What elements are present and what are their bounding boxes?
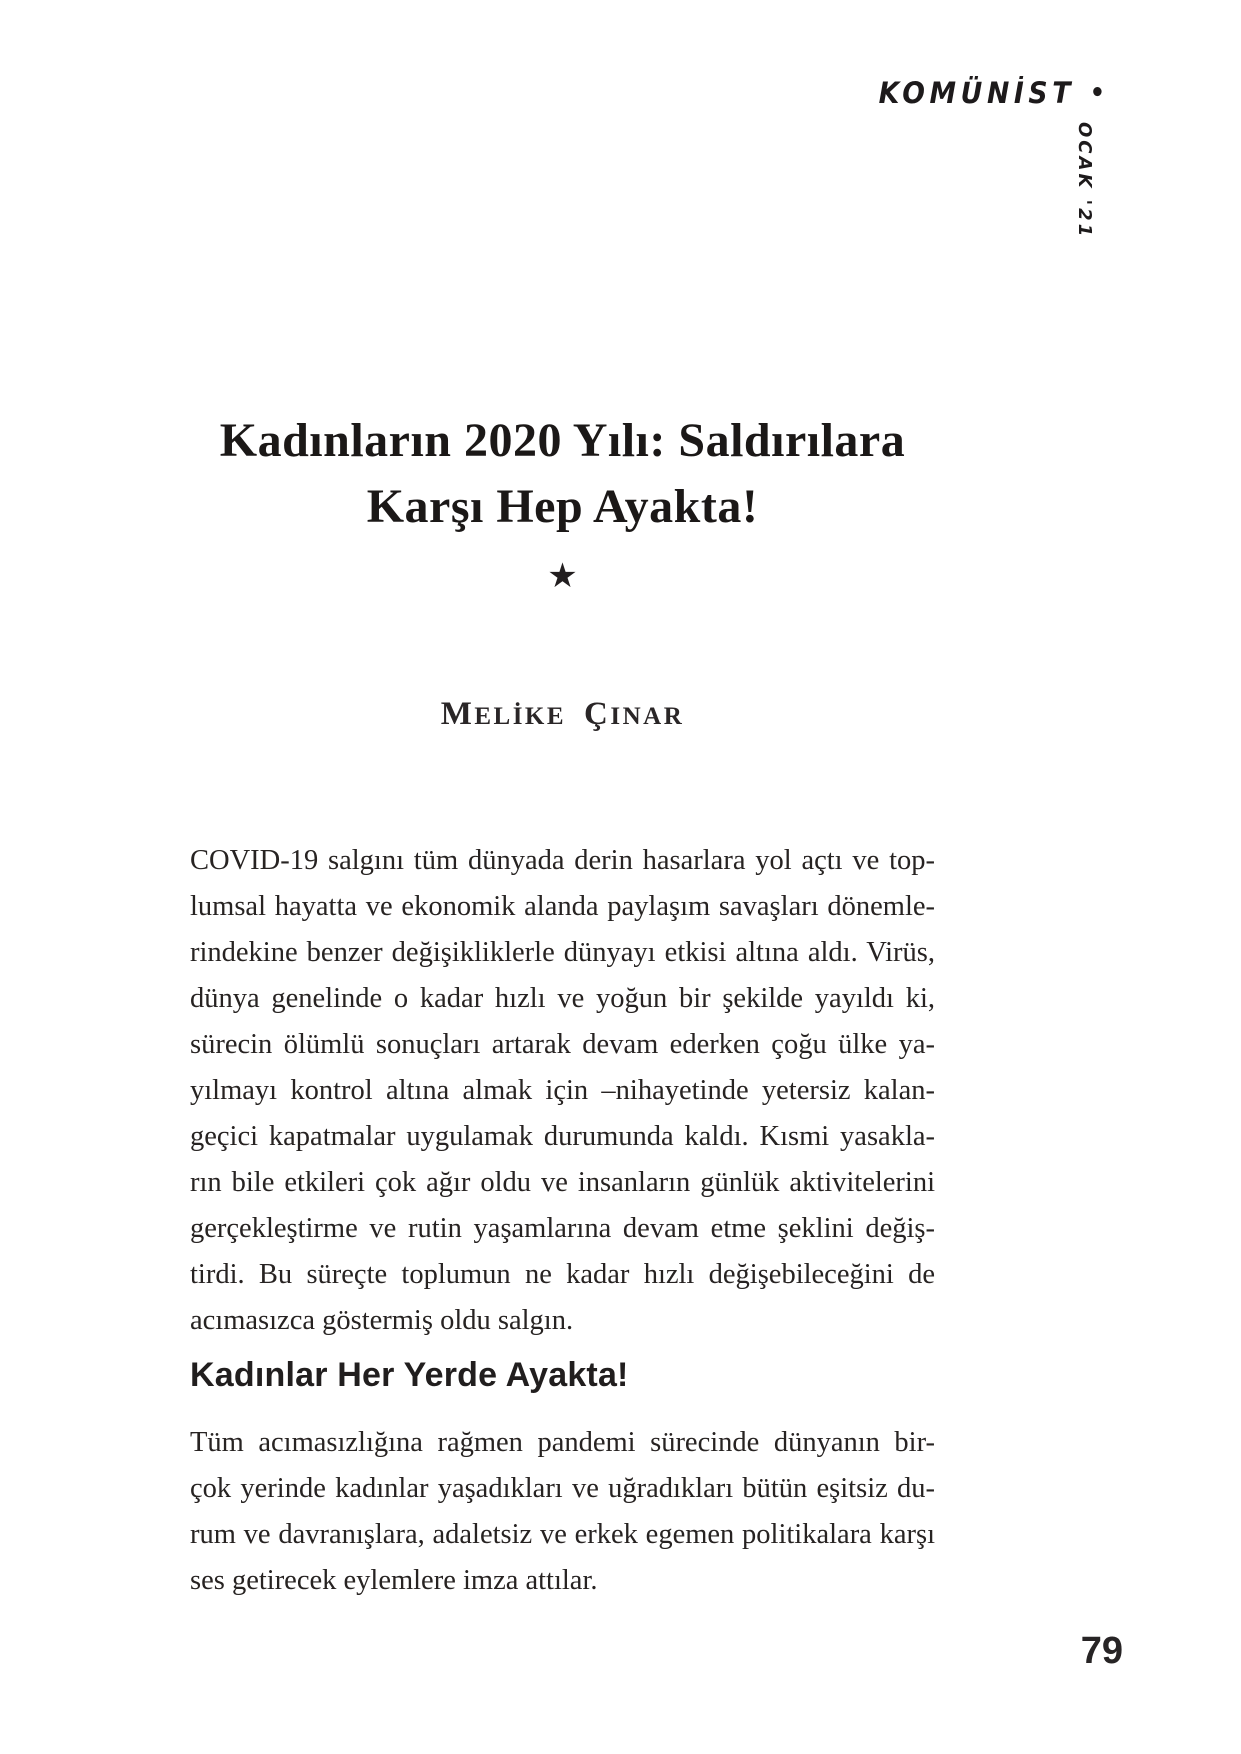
paragraph-1 [190,838,935,1344]
bullet-icon: • [1089,78,1105,108]
author-name [190,696,935,733]
text-line: Tüm acımasızlığına rağmen pandemi sürecinde dünyanın bir- [190,1427,935,1458]
text-line: sürecin ölümlü sonuçları artarak devam ederken çoğu ülke ya- [190,1029,935,1060]
issue-date-vertical: OCAK '21 [1074,122,1095,240]
text-line: lumsal hayatta ve ekonomik alanda paylaşım savaşları dönemle- [190,891,935,922]
text-line: rum ve davranışlara, adaletsiz ve erkek egemen politikalara karşı [190,1519,935,1550]
journal-name: KOMÜNİST [878,76,1075,110]
text-line: tirdi. Bu süreçte toplumun ne kadar hızlı değişebileceğini de [190,1259,935,1290]
text-line: geçici kapatmalar uygulamak durumunda kaldı. Kısmi yasakla- [190,1121,935,1152]
article-title-line-1: Kadınların 2020 Yılı: Saldırılara [219,414,906,467]
author-first-name: MELİKE [440,696,567,732]
section-heading: Kadınlar Her Yerde Ayakta! [190,1356,629,1394]
text-line: çok yerinde kadınlar yaşadıkları ve uğradıkları bütün eşitsiz du- [190,1473,935,1504]
text-line: COVID-19 salgını tüm dünyada derin hasarlara yol açtı ve top- [190,845,935,876]
text-line: rindekine benzer değişikliklerle dünyayı etkisi altına aldı. Virüs, [190,937,935,968]
star-divider-icon: ★ [547,556,578,596]
article-title [190,408,935,540]
text-line: acımasızca göstermiş oldu salgın. [190,1305,574,1336]
text-line: gerçekleştirme ve rutin yaşamlarına devam etme şeklini değiş- [190,1213,935,1244]
text-line: dünya genelinde o kadar hızlı ve yoğun bir şekilde yayıldı ki, [190,983,935,1014]
page-number: 79 [1080,1630,1123,1672]
author-last-name: ÇINAR [584,696,685,732]
journal-header [879,76,1105,110]
text-line: ses getirecek eylemlere imza attılar. [190,1565,598,1596]
text-line: yılmayı kontrol altına almak için –nihayetinde yetersiz kalan- [190,1075,935,1106]
article-title-line-2: Karşı Hep Ayakta! [366,480,759,533]
paragraph-2 [190,1420,935,1604]
text-line: rın bile etkileri çok ağır oldu ve insanların günlük aktivitelerini [190,1167,935,1198]
